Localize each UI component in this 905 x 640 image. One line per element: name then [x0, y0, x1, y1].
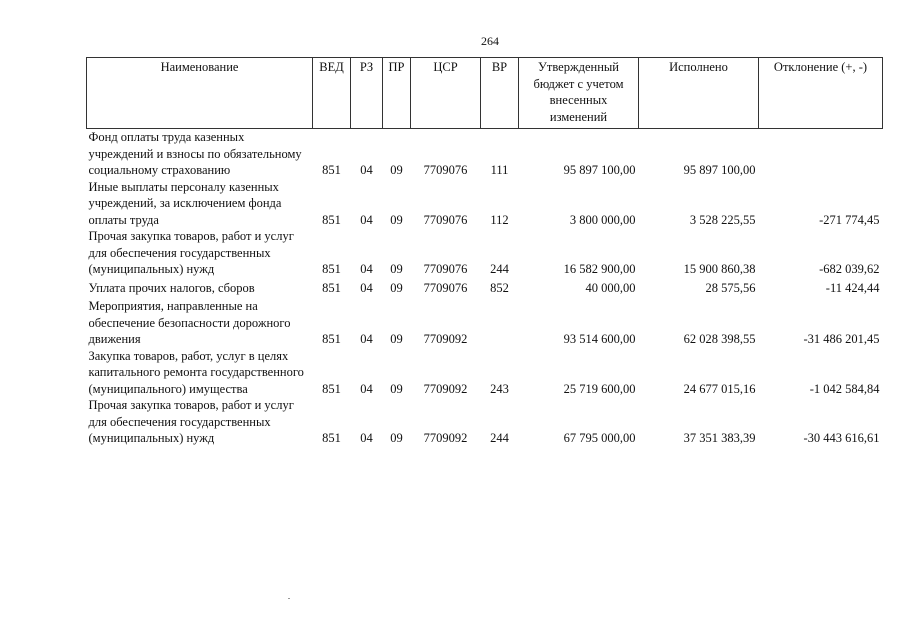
- header-name: Наименование: [87, 58, 313, 129]
- header-rz: РЗ: [351, 58, 383, 129]
- header-vr: ВР: [481, 58, 519, 129]
- row-pr: 09: [390, 212, 403, 227]
- row-ved: 851: [322, 163, 341, 177]
- row-ved: 851: [322, 280, 341, 295]
- row-vr: 243: [490, 381, 509, 396]
- row-pr: 09: [390, 280, 403, 295]
- table-row: [87, 348, 883, 398]
- row-vr: 244: [490, 431, 509, 445]
- row-name: Фонд оплаты труда казенных учреждений и взносы по обязательному социальному страхованию: [88, 130, 302, 177]
- header-approved: Утвержденный бюджет с учетом внесенных изменений: [519, 58, 639, 129]
- row-rz: 04: [360, 431, 373, 445]
- table-header-row: [87, 58, 883, 129]
- row-csr: 7709076: [423, 280, 468, 295]
- row-rz: 04: [360, 280, 373, 295]
- row-executed: 37 351 383,39: [683, 431, 756, 445]
- row-csr: 7709076: [423, 262, 468, 276]
- row-approved: 3 800 000,00: [569, 212, 636, 227]
- table-row: [87, 397, 883, 447]
- row-csr: 7709076: [423, 212, 468, 227]
- row-rz: 04: [360, 163, 373, 177]
- table-row: [87, 296, 883, 348]
- header-csr: ЦСР: [411, 58, 481, 129]
- row-deviation: -1 042 584,84: [809, 381, 880, 396]
- row-name: Иные выплаты персоналу казенных учреждений, за исключением фонда оплаты труда: [88, 179, 282, 227]
- header-pr: ПР: [383, 58, 411, 129]
- row-approved: 40 000,00: [585, 280, 636, 295]
- row-approved: 95 897 100,00: [563, 163, 636, 177]
- row-name: Закупка товаров, работ, услуг в целях капитального ремонта государственного (муниципального) имущества: [88, 348, 304, 396]
- row-vr: [481, 296, 519, 348]
- row-ved: 851: [322, 262, 341, 276]
- row-deviation: -30 443 616,61: [803, 431, 880, 445]
- budget-table: [86, 57, 883, 447]
- row-csr: 7709076: [423, 163, 468, 177]
- row-csr: 7709092: [423, 431, 468, 445]
- row-vr: 244: [490, 262, 509, 276]
- row-executed: 15 900 860,38: [683, 262, 756, 276]
- row-pr: 09: [390, 262, 403, 276]
- row-executed: 95 897 100,00: [683, 163, 756, 177]
- header-executed: Исполнено: [639, 58, 759, 129]
- table-row: [87, 129, 883, 179]
- row-name: Мероприятия, направленные на обеспечение безопасности дорожного движения: [88, 299, 291, 346]
- row-deviation: [759, 129, 883, 179]
- row-deviation: -682 039,62: [819, 262, 880, 276]
- row-pr: 09: [390, 332, 403, 346]
- row-deviation: -31 486 201,45: [803, 332, 880, 346]
- row-vr: 852: [490, 280, 509, 295]
- row-executed: 3 528 225,55: [689, 212, 756, 227]
- row-approved: 67 795 000,00: [563, 431, 636, 445]
- row-ved: 851: [322, 332, 341, 346]
- row-vr: 112: [490, 212, 509, 227]
- row-approved: 25 719 600,00: [563, 381, 636, 396]
- table-row: [87, 228, 883, 278]
- header-deviation: Отклонение (+, -): [759, 58, 883, 129]
- table-row: [87, 179, 883, 229]
- row-csr: 7709092: [423, 332, 468, 346]
- row-name: Уплата прочих налогов, сборов: [88, 280, 255, 295]
- row-rz: 04: [360, 262, 373, 276]
- row-pr: 09: [390, 163, 403, 177]
- table-row: [87, 278, 883, 297]
- row-csr: 7709092: [423, 381, 468, 396]
- row-name: Прочая закупка товаров, работ и услуг для обеспечения государственных (муниципальных) нужд: [88, 398, 294, 445]
- scan-speck: [288, 598, 290, 599]
- row-deviation: -11 424,44: [825, 280, 880, 295]
- row-approved: 93 514 600,00: [563, 332, 636, 346]
- row-approved: 16 582 900,00: [563, 262, 636, 276]
- row-rz: 04: [360, 332, 373, 346]
- row-pr: 09: [390, 431, 403, 445]
- row-name: Прочая закупка товаров, работ и услуг для обеспечения государственных (муниципальных) нужд: [88, 229, 294, 276]
- header-ved: ВЕД: [313, 58, 351, 129]
- page-number: 264: [481, 34, 499, 48]
- row-rz: 04: [360, 212, 373, 227]
- row-deviation: -271 774,45: [819, 212, 880, 227]
- row-executed: 24 677 015,16: [683, 381, 756, 396]
- row-executed: 62 028 398,55: [683, 332, 756, 346]
- row-executed: 28 575,56: [705, 280, 756, 295]
- row-ved: 851: [322, 381, 341, 396]
- row-vr: 111: [490, 163, 509, 177]
- row-rz: 04: [360, 381, 373, 396]
- row-ved: 851: [322, 212, 341, 227]
- row-ved: 851: [322, 431, 341, 445]
- row-pr: 09: [390, 381, 403, 396]
